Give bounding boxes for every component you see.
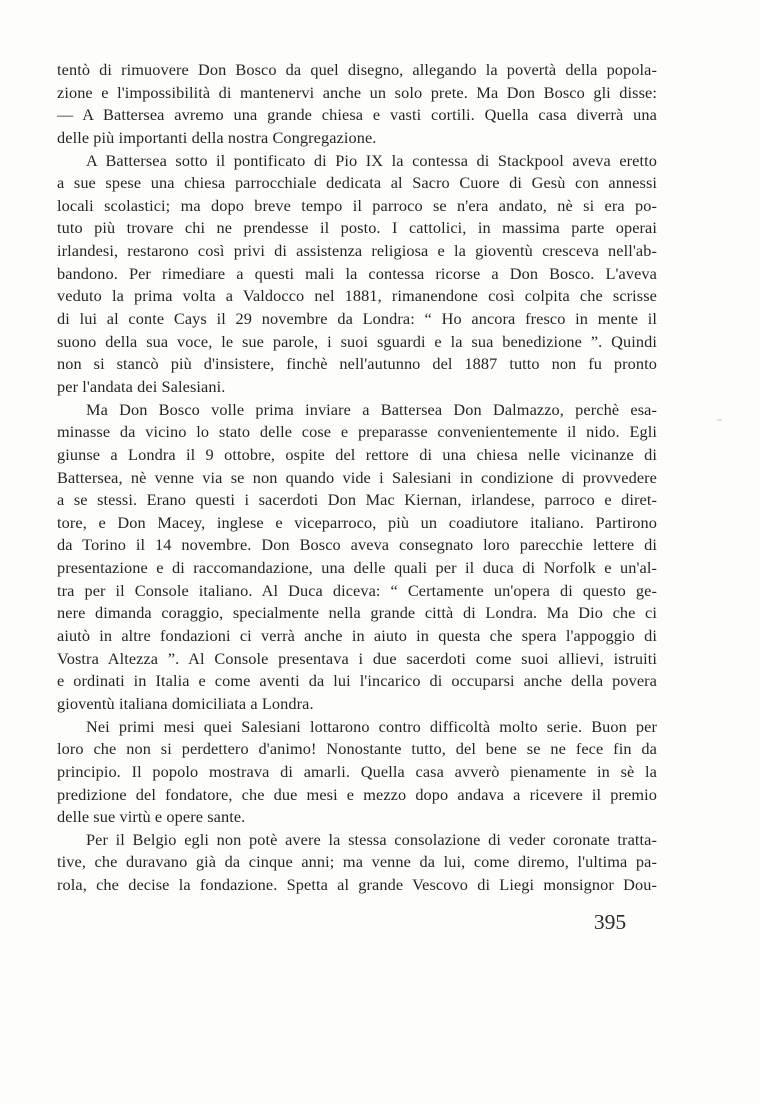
text-line: bandono. Per rimediare a questi mali la contessa ricorse a Don Bosco. L'aveva: [57, 263, 657, 283]
text-line: A Battersea sotto il pontificato di Pio IX la contessa di Stackpool aveva eretto: [86, 150, 657, 170]
text-line: veduto la prima volta a Valdocco nel 1881, rimanendone così colpita che scrisse: [57, 286, 657, 306]
text-line: tentò di rimuovere Don Bosco da quel disegno, allegando la povertà della popola-: [57, 60, 657, 79]
text-line: Per il Belgio egli non potè avere la stessa consolazione di veder coronate tratta-: [86, 829, 657, 849]
text-line: principio. Il popolo mostrava di amarli. Quella casa avverò pienamente in sè la: [57, 761, 657, 781]
text-line: giunse a Londra il 9 ottobre, ospite del rettore di una chiesa nelle vicinanze di: [57, 444, 657, 464]
text-line: tra per il Console italiano. Al Duca diceva: “ Certamente un'opera di questo ge-: [57, 580, 657, 600]
text-line: gioventù italiana domiciliata a Londra.: [57, 693, 314, 713]
text-line: tive, che duravano già da cinque anni; ma venne da lui, come diremo, l'ultima pa-: [57, 852, 657, 872]
text-line: aiutò in altre fondazioni ci verrà anche in aiuto in questa che spera l'appoggio di: [57, 626, 657, 646]
text-line: minasse da vicino lo stato delle cose e preparasse convenientemente il nido. Egli: [57, 422, 657, 442]
text-line: di lui al conte Cays il 29 novembre da Londra: “ Ho ancora fresco in mente il: [57, 309, 657, 329]
text-line: predizione del fondatore, che due mesi e mezzo dopo andava a ricevere il premio: [57, 784, 657, 804]
text-line: presentazione e di raccomandazione, una delle quali per il duca di Norfolk e un'al-: [57, 558, 657, 578]
text-line: nere dimanda coraggio, specialmente nella grande città di Londra. Ma Dio che ci: [57, 603, 657, 623]
text-line: tore, e Don Macey, inglese e viceparroco, più un coadiutore italiano. Partirono: [57, 512, 657, 532]
text-line: Vostra Altezza ”. Al Console presentava i due sacerdoti come suoi allievi, istruiti: [57, 648, 657, 668]
text-line: Ma Don Bosco volle prima inviare a Battersea Don Dalmazzo, perchè esa-: [86, 399, 657, 419]
text-line: loro che non si perdettero d'animo! Nonostante tutto, del bene se ne fece fin da: [57, 739, 657, 759]
text-line: Nei primi mesi quei Salesiani lottarono contro difficoltà molto serie. Buon per: [86, 716, 657, 736]
text-line: zione e l'impossibilità di mantenervi anche un solo prete. Ma Don Bosco gli disse:: [57, 82, 657, 102]
text-line: non si stancò più d'insistere, finchè nell'autunno del 1887 tutto non fu pronto: [57, 354, 657, 374]
text-block: [57, 59, 657, 897]
text-line: per l'andata dei Salesiani.: [57, 376, 226, 396]
text-line: Battersea, nè venne via se non quando vide i Salesiani in condizione di provvedere: [57, 467, 657, 487]
text-line: a sue spese una chiesa parrocchiale dedicata al Sacro Cuore di Gesù con annessi: [57, 173, 657, 193]
text-line: delle più importanti della nostra Congregazione.: [57, 127, 377, 147]
text-line: locali scolastici; ma dopo breve tempo il parroco se n'era andato, nè si era po-: [57, 195, 657, 215]
scan-artifact: [717, 419, 722, 421]
text-line: rola, che decise la fondazione. Spetta al grande Vescovo di Liegi monsignor Dou-: [57, 875, 657, 895]
page-number: 395: [593, 910, 627, 934]
text-line: da Torino il 14 novembre. Don Bosco aveva consegnato loro parecchie lettere di: [57, 535, 657, 555]
text-line: e ordinati in Italia e come aventi da lui l'incarico di occuparsi anche della povera: [57, 671, 657, 691]
text-line: tuto più trovare chi ne prendesse il posto. I cattolici, in massima parte operai: [57, 218, 657, 238]
text-line: suono della sua voce, le sue parole, i suoi sguardi e la sua benedizione ”. Quindi: [57, 331, 657, 351]
text-line: irlandesi, restarono così privi di assistenza religiosa e la gioventù cresceva nell'ab-: [57, 241, 657, 261]
text-line: a se stessi. Erano questi i sacerdoti Don Mac Kiernan, irlandese, parroco e diret-: [57, 490, 657, 510]
text-line: — A Battersea avremo una grande chiesa e vasti cortili. Quella casa diverrà una: [57, 105, 657, 125]
text-line: delle sue virtù e opere sante.: [57, 807, 246, 827]
